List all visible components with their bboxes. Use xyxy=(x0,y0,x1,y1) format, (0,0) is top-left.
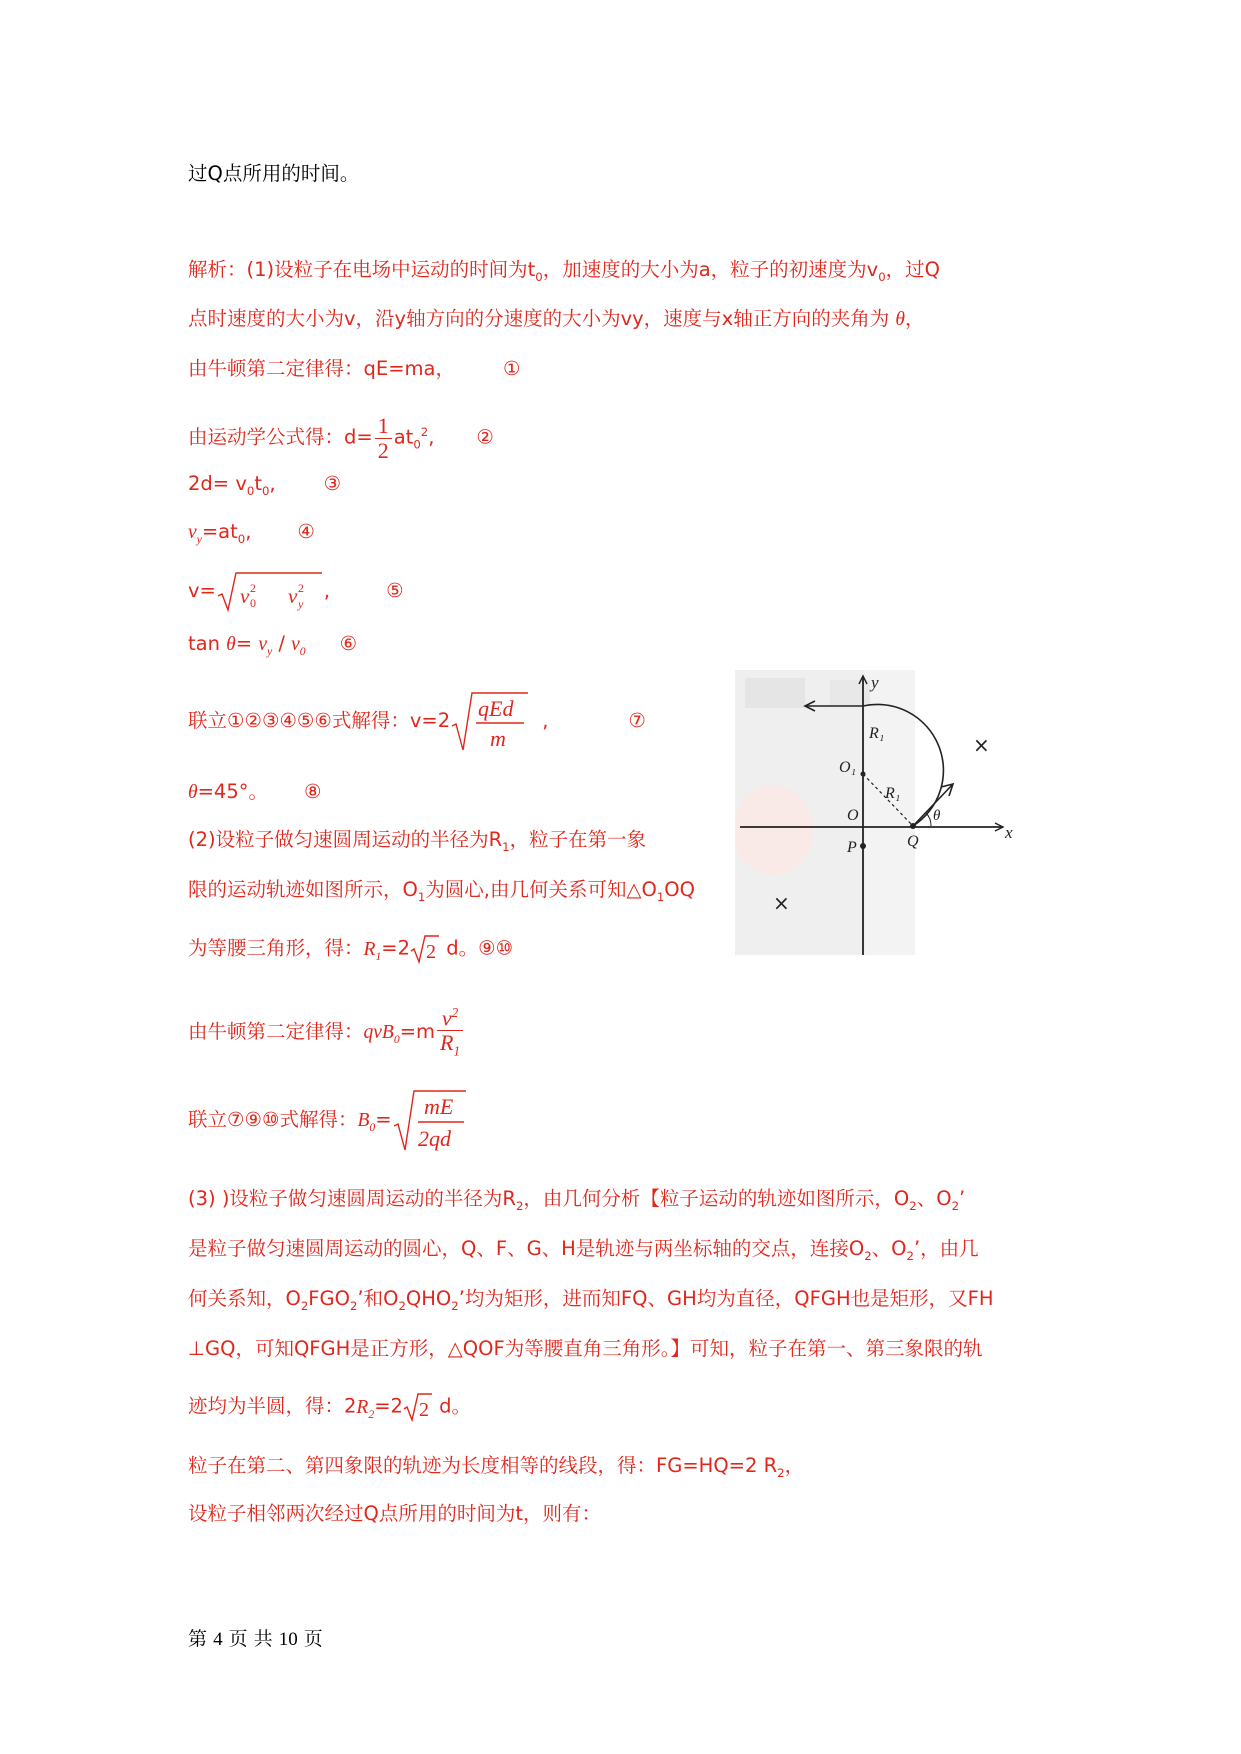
svg-text:2: 2 xyxy=(418,1399,429,1421)
svg-text:mE: mE xyxy=(423,1094,453,1119)
equation-7: 联立①②③④⑤⑥式解得：v=2 qEd m , ⑦ xyxy=(188,688,646,755)
page-footer: 第 4 页 共 10 页 xyxy=(188,1628,323,1650)
svg-text:2qd: 2qd xyxy=(417,1126,451,1151)
field-mark-lower: × xyxy=(773,891,790,915)
equation-12: 联立⑦⑨⑩式解得：$B_0=$ mE 2qd xyxy=(188,1086,468,1162)
equation-4: $v_y=at_0$, ④ xyxy=(188,520,315,546)
analysis-line-1: 解析：(1)设粒子在电场中运动的时间为$t_0$，加速度的大小为a，粒子的初速度为$v_0$，过Q xyxy=(188,258,941,284)
part3-line-1: (3) )设粒子做匀速圆周运动的半径为$R_2$，由几何分析【粒子运动的轨迹如图所示，$O_2$、$O_2$’ xyxy=(188,1187,966,1213)
part3-line-6: 粒子在第二、第四象限的轨迹为长度相等的线段，得：FG=HQ=2 $R_2$， xyxy=(188,1454,805,1480)
sqrt-velocity xyxy=(216,569,324,615)
part2-line-2: 限的运动轨迹如图所示，$O_1$为圆心,由几何关系可知$\triangle O_1OQ$ xyxy=(188,878,695,904)
sqrt-two-b xyxy=(403,1392,433,1422)
trajectory-diagram xyxy=(735,670,1035,955)
part3-line-5: 迹均为半圆，得：$2R_2=2$ 2 d。 xyxy=(188,1392,471,1428)
field-mark-upper: × xyxy=(973,733,990,757)
analysis-line-2: 点时速度的大小为v，沿y轴方向的分速度的大小为vy，速度与x轴正方向的夹角为 θ， xyxy=(188,307,925,330)
equation-5: v= v 2 0 v 2 y , ⑤ xyxy=(188,568,404,615)
label-r1-vertical: R₁ xyxy=(869,725,885,742)
page-number: 4 xyxy=(213,1629,223,1650)
label-r1-diagonal: R₁ xyxy=(885,785,901,802)
svg-text:2: 2 xyxy=(249,581,256,595)
fraction-v2-r1: $\frac{v^2}{R_1}$ xyxy=(437,1001,463,1064)
equation-6: $\tan \theta= v_y / v_0$ ⑥ xyxy=(188,632,358,658)
part2-line-1: (2)设粒子做匀速圆周运动的半径为$R_1$，粒子在第一象 xyxy=(188,828,647,854)
svg-text:v: v xyxy=(287,584,298,608)
svg-text:m: m xyxy=(490,726,507,751)
part3-line-7: 设粒子相邻两次经过Q点所用的时间为t，则有： xyxy=(188,1502,601,1525)
equation-2: 由运动学公式得：d= $\frac{1}{2}$ $at_0^2$, ② xyxy=(188,412,494,463)
equation-1: 由牛顿第二定律得：qE=ma， ① xyxy=(188,357,521,380)
label-o1: O₁ xyxy=(839,759,857,776)
label-y-axis: y xyxy=(871,673,879,692)
label-origin: O xyxy=(847,807,859,824)
equation-8: θ=45°。 ⑧ xyxy=(188,780,322,803)
equation-3: $2d= v_0t_0$, ③ xyxy=(188,472,342,498)
part3-line-4: ⊥GQ，可知QFGH是正方形，△QOF为等腰直角三角形。】可知，粒子在第一、第三象限的轨 xyxy=(188,1337,983,1360)
label-p: P xyxy=(847,839,857,856)
svg-text:0: 0 xyxy=(249,596,256,610)
intro-line: 过Q点所用的时间。 xyxy=(188,162,360,185)
part3-line-2: 是粒子做匀速圆周运动的圆心，Q、F、G、H是轨迹与两坐标轴的交点，连接$O_2$、$O_2$’，由几 xyxy=(188,1237,979,1263)
svg-text:2: 2 xyxy=(426,941,437,963)
page-total: 10 xyxy=(278,1629,298,1650)
svg-text:2: 2 xyxy=(297,581,304,595)
svg-text:qEd: qEd xyxy=(478,696,514,721)
label-theta: θ xyxy=(933,808,941,824)
svg-text:v: v xyxy=(239,584,250,608)
sqrt-two xyxy=(410,934,440,964)
part3-line-3: 何关系知，$O_2FGO_2$’和$O_2QHO_2$’均为矩形，进而知FQ、GH均为直径，QFGH也是矩形，又FH xyxy=(188,1287,994,1313)
part2-line-3: 为等腰三角形，得：$R_1=2$ 2 d。⑨⑩ xyxy=(188,934,513,970)
fraction-half: $\frac{1}{2}$ xyxy=(375,414,392,463)
label-x-axis: x xyxy=(1005,823,1013,842)
label-q: Q xyxy=(907,833,919,850)
sqrt-me-over-2qd xyxy=(392,1087,468,1155)
sqrt-qed-over-m xyxy=(450,689,530,755)
svg-text:y: y xyxy=(297,597,304,611)
equation-11: 由牛顿第二定律得：qvB$_0$=m $\frac{v^2}{R_1}$ xyxy=(188,1000,465,1072)
